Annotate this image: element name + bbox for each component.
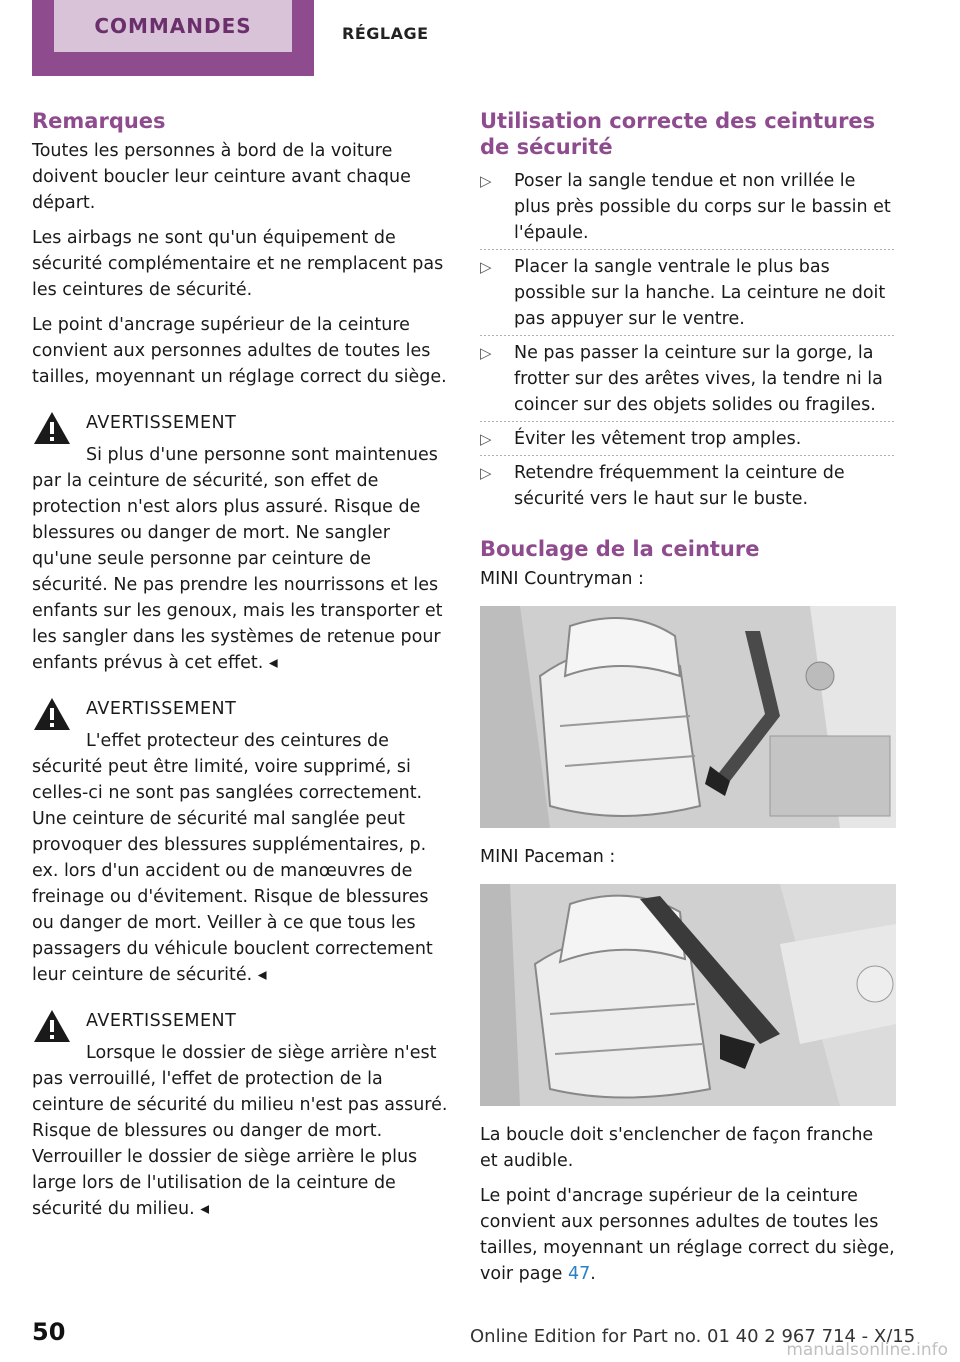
paragraph-with-link: Le point d'ancrage supérieur de la ceinture convient aux personnes adultes de toutes les tailles, moyennant un réglage correct du siège, voir page 47.: [480, 1186, 895, 1284]
model-caption: MINI Countryman :: [480, 569, 644, 589]
paragraph: Le point d'ancrage supérieur de la ceinture convient aux personnes adultes de toutes les tailles, moyennant un réglage correct du siège.: [32, 315, 447, 387]
list-item: ▷ Placer la sangle ventrale le plus bas possible sur la hanche. La ceinture ne doit pas appuyer sur le ventre.: [480, 254, 896, 336]
page-number: 50: [32, 1318, 66, 1346]
warning-block: [32, 696, 448, 988]
chapter-tab: [32, 0, 314, 76]
left-column: [32, 108, 448, 1222]
list-item: ▷ Ne pas passer la ceinture sur la gorge, la frotter sur des arêtes vives, la tendre ni la coincer sur des objets solides ou fragiles.: [480, 340, 896, 422]
bullet-triangle-icon: ▷: [480, 430, 492, 448]
page-link[interactable]: 47: [567, 1264, 591, 1284]
model-caption: MINI Paceman :: [480, 847, 616, 867]
warning-block: [32, 1008, 448, 1222]
end-mark: ◂: [257, 965, 267, 985]
warning-body: [32, 1040, 448, 1222]
edition-text: Online Edition for Part no. 01 40 2 967 714 - X/15: [470, 1326, 916, 1347]
steps-list: [480, 168, 896, 516]
bouclage-heading: Bouclage de la ceinture: [480, 537, 760, 561]
warning-title: AVERTISSEMENT: [86, 699, 237, 719]
bullet-triangle-icon: ▷: [480, 258, 492, 276]
paragraph: Les airbags ne sont qu'un équipement de sécurité complémentaire et ne remplacent pas les ceintures de sécurité.: [32, 228, 444, 300]
warning-triangle-icon: [32, 1008, 72, 1044]
warning-title: AVERTISSEMENT: [86, 1011, 237, 1031]
countryman-seatbelt-photo: [480, 606, 896, 828]
paragraph: La boucle doit s'enclencher de façon franche et audible.: [480, 1125, 874, 1171]
warning-body: [32, 442, 448, 676]
warning-text: L'effet protecteur des ceintures de sécurité peut être limité, voire supprimé, si celles-ci ne sont pas sanglées correctement. Une ceinture de sécurité mal sanglée peut provoquer des blessures supplémentaires, p. ex. lors d'un accident ou de manœuvres de freinage ou d'évitement. Risque de blessures ou danger de mort. Veiller à ce que tous les passagers du véhicule bouclent correctement leur ceinture de sécurité.: [32, 731, 433, 985]
section-tab-label: RÉGLAGE: [342, 24, 429, 43]
bullet-triangle-icon: ▷: [480, 344, 492, 362]
bullet-triangle-icon: ▷: [480, 172, 492, 190]
chapter-tab-label: COMMANDES: [54, 0, 292, 52]
warning-text: Si plus d'une personne sont maintenues par la ceinture de sécurité, son effet de protection n'est alors plus assuré. Risque de blessures ou danger de mort. Ne sangler qu'une seule personne par ceinture de sécurité. Ne pas prendre les nourrissons et les enfants sur les genoux, mais les transporter et les sangler dans les systèmes de retenue pour enfants prévus à cet effet.: [32, 445, 443, 673]
warning-body: [32, 728, 448, 988]
remarques-heading: Remarques: [32, 109, 166, 133]
end-mark: ◂: [200, 1199, 210, 1219]
warning-title: AVERTISSEMENT: [86, 413, 237, 433]
warning-block: [32, 410, 448, 676]
utilisation-heading: Utilisation correcte des ceintures de sécurité: [480, 109, 876, 159]
right-column: [480, 108, 896, 1296]
warning-triangle-icon: [32, 410, 72, 446]
watermark: manualsonline.info: [786, 1340, 948, 1360]
end-mark: ◂: [268, 653, 278, 673]
paragraph: Toutes les personnes à bord de la voiture doivent boucler leur ceinture avant chaque départ.: [32, 141, 411, 213]
list-item: ▷ Poser la sangle tendue et non vrillée le plus près possible du corps sur le bassin et l'épaule.: [480, 168, 896, 250]
list-item: ▷ Éviter les vêtement trop amples.: [480, 426, 896, 456]
paceman-seatbelt-photo: [480, 884, 896, 1106]
warning-triangle-icon: [32, 696, 72, 732]
bullet-triangle-icon: ▷: [480, 464, 492, 482]
list-item: ▷ Retendre fréquemment la ceinture de sécurité vers le haut sur le buste.: [480, 460, 896, 516]
warning-text: Lorsque le dossier de siège arrière n'est pas verrouillé, l'effet de protection de la ceinture de sécurité du milieu n'est pas assuré. Risque de blessures ou danger de mort. Verrouiller le dossier de siège arrière le plus large lors de l'utilisation de la ceinture de sécurité du milieu.: [32, 1043, 448, 1219]
